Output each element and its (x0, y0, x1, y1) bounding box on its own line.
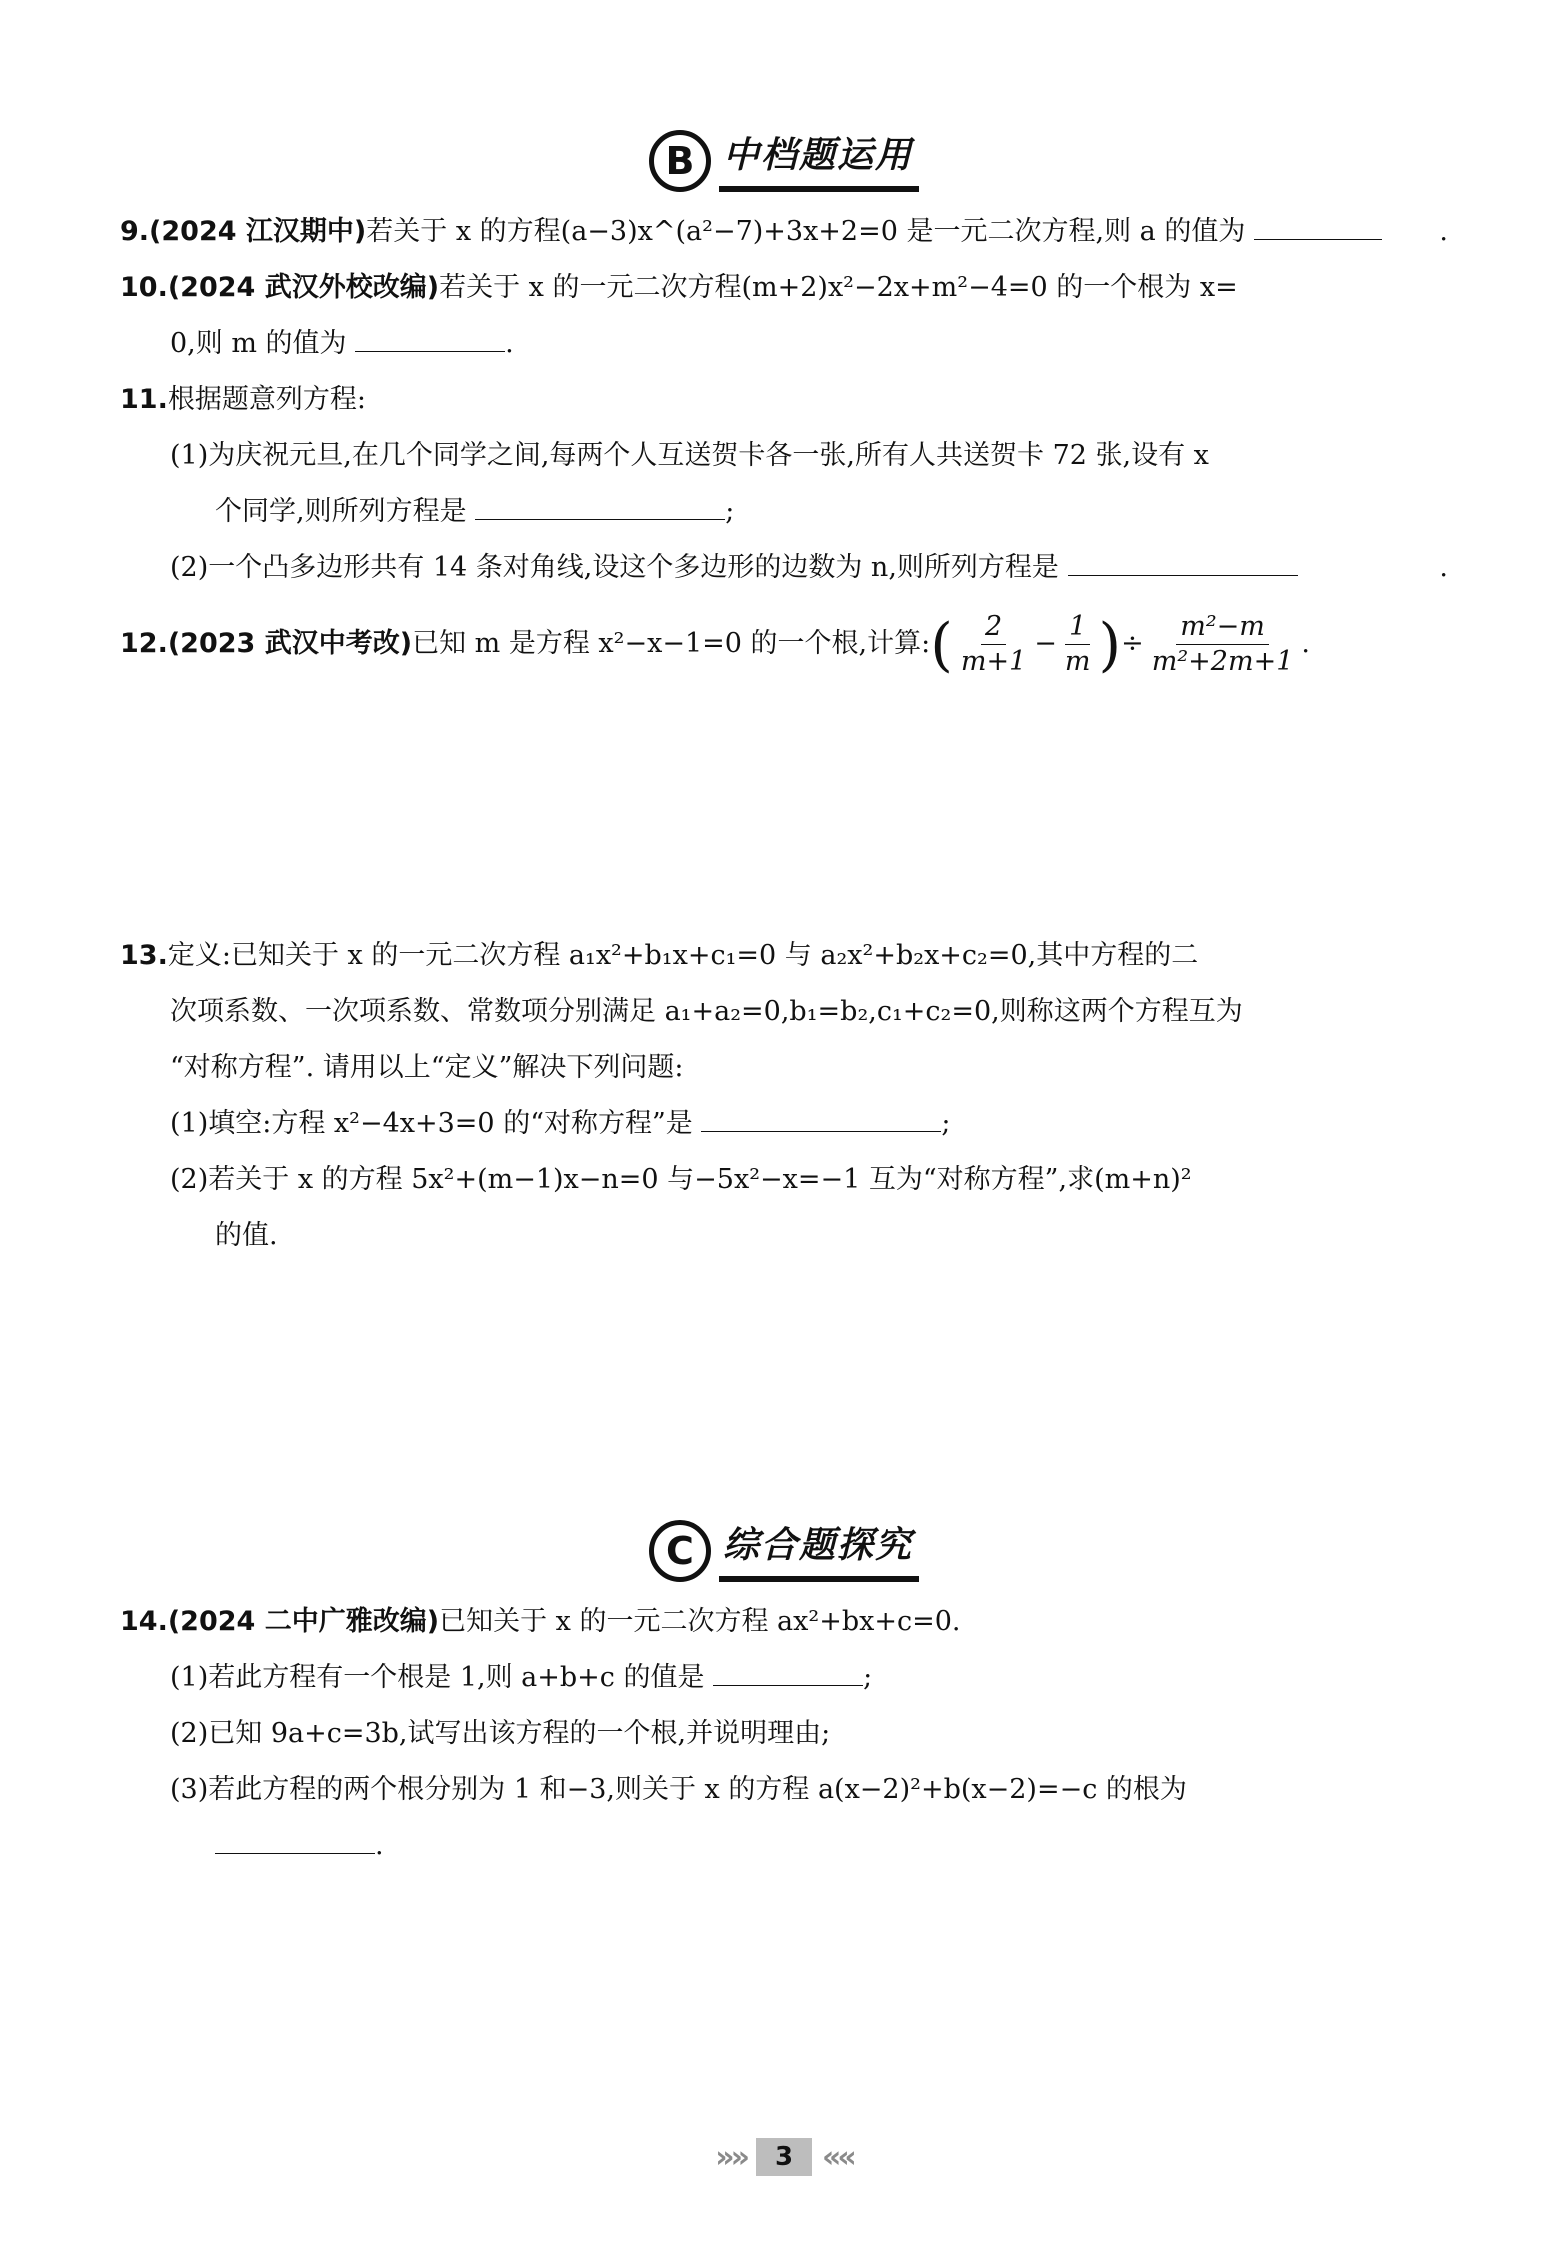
question-9-number: 9. (120, 216, 150, 247)
left-arrows-icon: »» (715, 2139, 746, 2175)
question-11-part-1-text-2: 个同学,则所列方程是 (215, 496, 467, 527)
fraction-3 (1148, 610, 1298, 679)
question-11-part-1-line-2 (215, 492, 1448, 532)
question-12-source: (2023 武汉中考改) (167, 628, 413, 659)
question-14-part-1 (170, 1658, 1448, 1698)
question-10-source: (2024 武汉外校改编) (167, 272, 440, 303)
question-13-part-1-text: (1)填空:方程 x²−4x+3=0 的“对称方程”是 (170, 1108, 693, 1139)
fraction-3-numerator: m²−m (1176, 610, 1269, 645)
question-13-part-2-line-1 (170, 1160, 1448, 1200)
question-13-number: 13. (120, 940, 168, 971)
question-11-part-2-end: . (1439, 552, 1448, 583)
question-14-source: (2024 二中广雅改编) (167, 1606, 440, 1637)
question-10-line-2 (170, 324, 1448, 364)
question-13-part-2-text: (2)若关于 x 的方程 5x²+(m−1)x−n=0 与−5x²−x=−1 互为“对称方程”,求(m+n)² (170, 1164, 1192, 1195)
question-10-number: 10. (120, 272, 168, 303)
divide-sign: ÷ (1121, 628, 1144, 659)
right-paren: ) (1098, 610, 1122, 679)
question-14-number: 14. (120, 1606, 168, 1637)
question-13-part-2-line-2 (215, 1216, 1448, 1256)
fraction-1-denominator: m+1 (960, 646, 1027, 677)
question-10-end: . (505, 328, 514, 359)
question-11-part-1-blank[interactable] (475, 493, 725, 520)
fraction-2-numerator: 1 (1065, 610, 1090, 645)
question-11-part-2-text: (2)一个凸多边形共有 14 条对角线,设这个多边形的边数为 n,则所列方程是 (170, 552, 1059, 583)
section-c-title: 综合题探究 (719, 1520, 919, 1582)
question-14-part-1-end: ; (863, 1662, 873, 1693)
question-10-line-1 (120, 268, 1448, 308)
question-10-text-2: 0,则 m 的值为 (170, 328, 347, 359)
section-b-badge: B (649, 130, 711, 192)
section-c-header (0, 1520, 1568, 1582)
section-b-header (0, 130, 1568, 192)
question-13-part-1-end: ; (941, 1108, 951, 1139)
question-9-source: (2024 江汉期中) (149, 216, 367, 247)
question-11-number: 11. (120, 384, 168, 415)
question-14-part-1-text: (1)若此方程有一个根是 1,则 a+b+c 的值是 (170, 1662, 705, 1693)
question-14-part-3-line-2 (215, 1826, 1448, 1866)
question-9-text: 若关于 x 的方程(a−3)x^(a²−7)+3x+2=0 是一元二次方程,则 a 的值为 (366, 216, 1246, 247)
question-14-part-2 (170, 1714, 1448, 1754)
question-13-line-2 (170, 992, 1448, 1032)
section-b-title: 中档题运用 (719, 130, 919, 192)
page-number: 3 (756, 2138, 812, 2176)
question-9-answer-blank[interactable] (1254, 213, 1382, 240)
question-14-part-3-blank[interactable] (215, 1827, 375, 1854)
question-9-end: . (1439, 216, 1448, 247)
question-11-part-1-text: (1)为庆祝元旦,在几个同学之间,每两个人互送贺卡各一张,所有人共送贺卡 72 张,设有 x (170, 440, 1209, 471)
question-13-line-3 (170, 1048, 1448, 1088)
question-14-text: 已知关于 x 的一元二次方程 ax²+bx+c=0. (439, 1606, 961, 1637)
page-footer (0, 2138, 1568, 2176)
question-14-part-3-line-1 (170, 1770, 1448, 1810)
question-11-part-1-line-1 (170, 436, 1448, 476)
question-10-text: 若关于 x 的一元二次方程(m+2)x²−2x+m²−4=0 的一个根为 x= (439, 272, 1238, 303)
question-12-text: 已知 m 是方程 x²−x−1=0 的一个根,计算: (412, 628, 931, 659)
question-12-number: 12. (120, 628, 168, 659)
minus-sign: − (1034, 628, 1057, 659)
fraction-1 (957, 610, 1030, 679)
question-10-answer-blank[interactable] (355, 325, 505, 352)
question-11-part-2 (170, 548, 1448, 588)
section-c-badge: C (649, 1520, 711, 1582)
question-11-text: 根据题意列方程: (167, 384, 366, 415)
fraction-3-denominator: m²+2m+1 (1151, 646, 1294, 677)
question-14-part-3-text: (3)若此方程的两个根分别为 1 和−3,则关于 x 的方程 a(x−2)²+b(x−2)=−c 的根为 (170, 1774, 1187, 1805)
question-13-text-2: 次项系数、一次项系数、常数项分别满足 a₁+a₂=0,b₁=b₂,c₁+c₂=0,则称这两个方程互为 (170, 996, 1243, 1027)
question-13-part-2-text-2: 的值. (215, 1220, 278, 1251)
fraction-2-denominator: m (1064, 646, 1091, 677)
question-9 (120, 212, 1448, 252)
question-14 (120, 1602, 1448, 1642)
question-12-end: . (1301, 628, 1310, 659)
question-13-text-1: 定义:已知关于 x 的一元二次方程 a₁x²+b₁x+c₁=0 与 a₂x²+b₂x+c₂=0,其中方程的二 (167, 940, 1199, 971)
question-11 (120, 380, 1448, 420)
question-14-part-1-blank[interactable] (713, 1659, 863, 1686)
question-13-part-1-blank[interactable] (701, 1105, 941, 1132)
fraction-2 (1061, 610, 1095, 679)
left-paren: ( (930, 610, 953, 679)
question-13-part-1 (170, 1104, 1448, 1144)
question-14-part-3-end: . (375, 1830, 384, 1861)
question-11-part-1-end: ; (725, 496, 735, 527)
question-12 (120, 604, 1448, 685)
question-13-text-3: “对称方程”. 请用以上“定义”解决下列问题: (170, 1052, 684, 1083)
right-arrows-icon: «« (822, 2139, 853, 2175)
fraction-1-numerator: 2 (981, 610, 1006, 645)
question-14-part-2-text: (2)已知 9a+c=3b,试写出该方程的一个根,并说明理由; (170, 1718, 831, 1749)
question-11-part-2-blank[interactable] (1068, 549, 1298, 576)
question-13-line-1 (120, 936, 1448, 976)
